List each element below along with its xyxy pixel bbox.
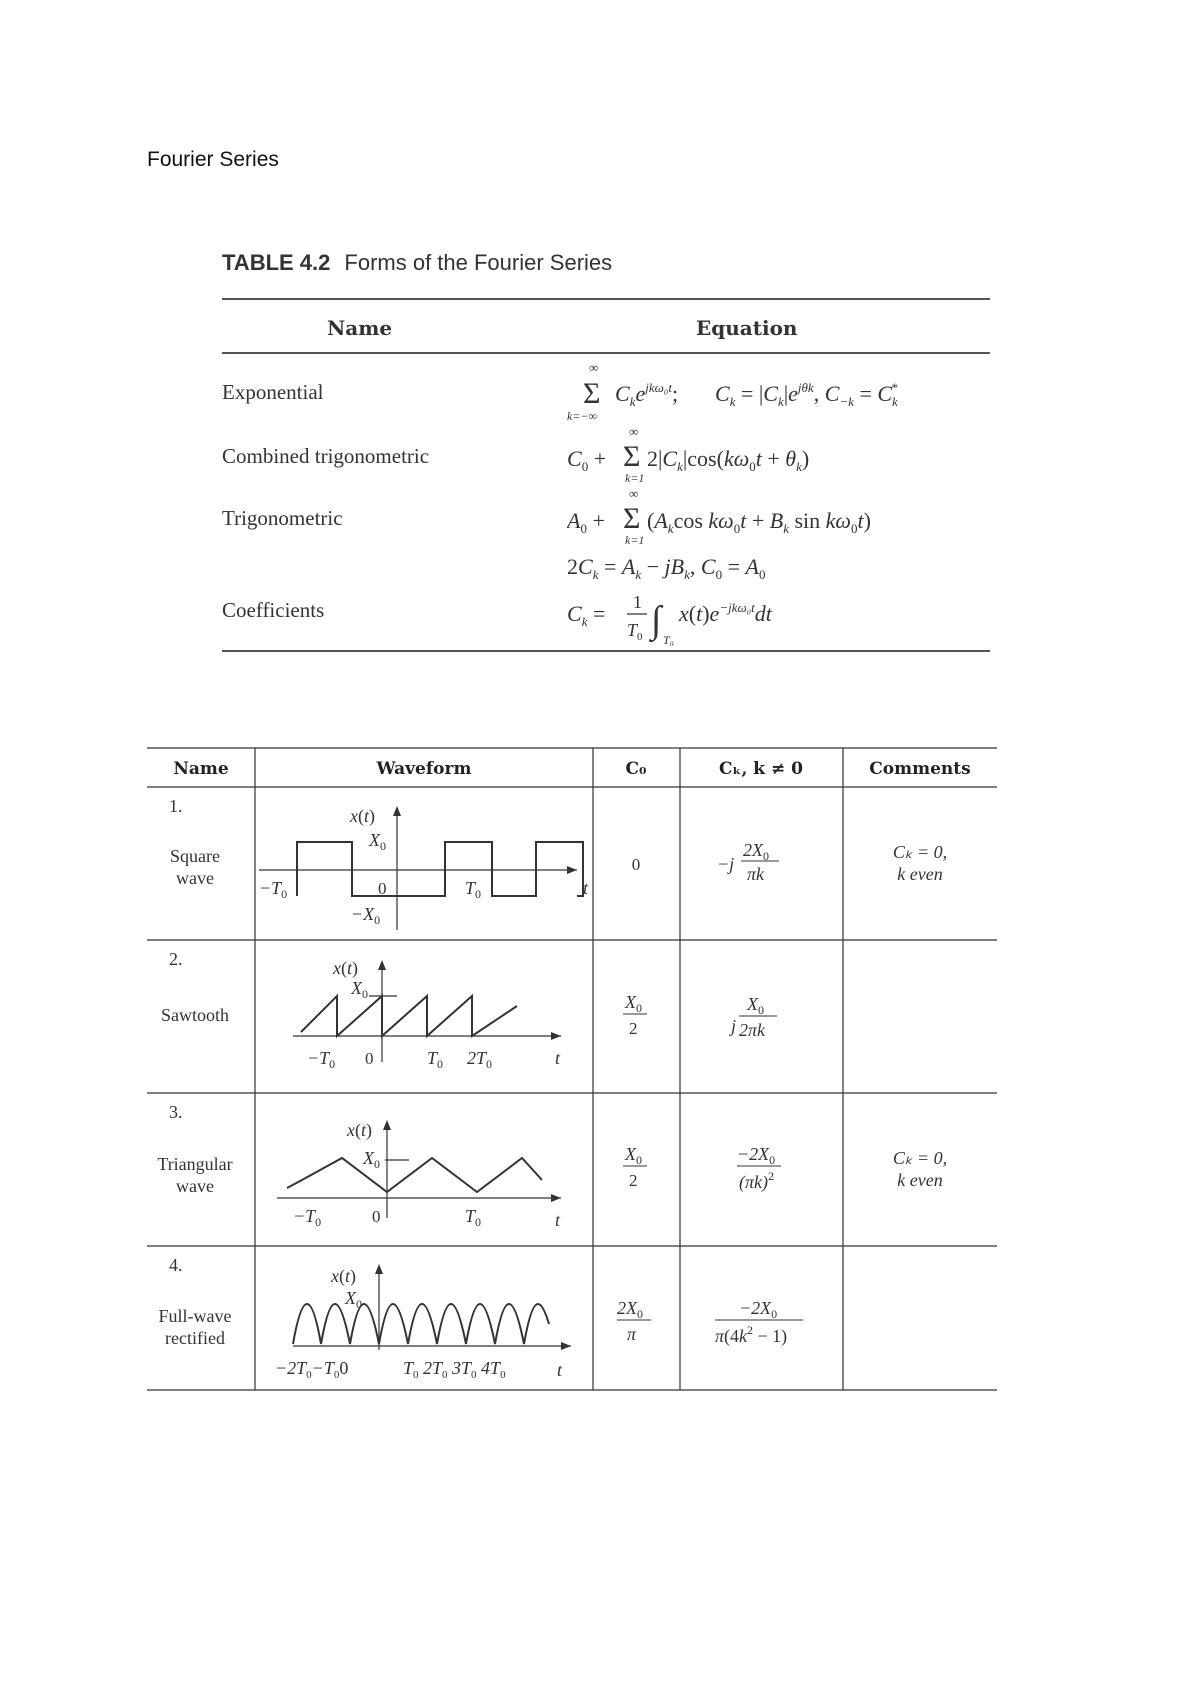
svg-text:0: 0	[372, 1207, 381, 1226]
table-caption	[222, 250, 612, 276]
table-caption-text: Forms of the Fourier Series	[344, 250, 613, 275]
svg-text:Ck = |Ck|ejθk, C−k = Ck*: $C_k = |C_k|e^{j\theta k}$, $C_{-k} = C_k*$	[715, 380, 898, 409]
table-row	[157, 1102, 947, 1230]
header-equation: Equation	[696, 316, 798, 340]
svg-text:−2X0: $-2X_0$	[739, 1298, 778, 1321]
ck-formula	[717, 840, 779, 884]
svg-text:1: 1	[633, 592, 642, 612]
svg-text:A0 +: $A_0$ +	[567, 508, 605, 536]
col-header-waveform: Waveform	[376, 759, 472, 779]
svg-text:−X0: $-X_0$	[351, 904, 381, 927]
comment-line2: k even	[897, 864, 943, 884]
col-header-comments: Comments	[869, 759, 971, 779]
svg-text:C0 +: $C_0$ +	[567, 446, 607, 474]
svg-text:k=−∞: k=−∞	[567, 409, 598, 423]
row-name-line1: Full-wave	[158, 1306, 232, 1326]
col-header-c0: C₀	[625, 759, 647, 779]
c0-formula	[617, 1298, 651, 1344]
row-number: 2.	[169, 949, 183, 969]
row-name-line1: Square	[170, 846, 220, 866]
table-bottom-rule	[222, 650, 990, 652]
row-name-line1: Sawtooth	[160, 1005, 230, 1025]
svg-text:k=1: k=1	[625, 471, 645, 485]
comment-line2: k even	[897, 1170, 943, 1190]
svg-text:x(t): x(t)	[350, 806, 376, 826]
svg-text:−T0: $-T_0$	[293, 1206, 322, 1229]
svg-text:T0: $T_0$	[427, 1048, 444, 1071]
svg-text:Ckejkω₀t;: $C_ke^{jk\omega_0t}$;	[615, 380, 679, 409]
col-header-ck: Cₖ, k ≠ 0	[719, 759, 803, 779]
svg-text:∞: ∞	[589, 360, 599, 375]
svg-text:T0: $T_0$	[627, 620, 643, 643]
header-name: Name	[327, 316, 393, 340]
svg-text:X0: $X_0$	[363, 1148, 380, 1171]
svg-text:X0: $X_0$	[625, 1144, 642, 1167]
row-name-line2: rectified	[165, 1328, 225, 1348]
row-number: 3.	[169, 1102, 183, 1122]
row-number: 1.	[169, 796, 183, 816]
c0-formula	[623, 1144, 647, 1190]
svg-text:0: 0	[378, 879, 387, 898]
svg-text:k=1: k=1	[625, 533, 645, 547]
svg-text:X0: $X_0$	[369, 830, 386, 853]
svg-text:2: 2	[629, 1019, 638, 1038]
table-header-rule	[222, 352, 990, 354]
svg-text:(πk)2: $(\pi k)^2$	[739, 1169, 774, 1192]
page-title: Fourier Series	[147, 148, 279, 171]
svg-text:X0: $X_0$	[351, 978, 368, 1001]
row-name-line2: wave	[176, 868, 214, 888]
ck-formula	[737, 1144, 781, 1193]
svg-text:t: t	[557, 1360, 563, 1380]
svg-text:2T0: $2T_0$	[467, 1048, 493, 1071]
row-name-line2: wave	[176, 1176, 214, 1196]
table-row	[169, 796, 947, 930]
table-row	[161, 949, 777, 1071]
svg-text:T0: $T_0$	[465, 1206, 482, 1229]
svg-text:j: j	[731, 1016, 737, 1036]
svg-text:π(4k2 − 1): $\pi(4k^2 - 1)$	[715, 1323, 788, 1346]
svg-text:2X0: $2X_0$	[617, 1298, 643, 1321]
svg-text:0: 0	[365, 1049, 374, 1068]
svg-text:Ck =: $C_k$ =	[567, 601, 606, 629]
row-trigonometric: Trigonometric	[222, 506, 343, 530]
svg-text:−T0: $-T_0$	[259, 878, 288, 901]
svg-text:(Akcos kω0t + Bk sin kω0t): ($A_k\cos$ $k\omega_0t + B_k$ $\sin k\omega_0t$)	[647, 508, 871, 536]
svg-text:T0 2T0 3T0 4T0: $T_0$ $2T_0$ $3T_0$ $4T_0$	[403, 1358, 506, 1381]
comment-line1: Cₖ = 0,	[892, 842, 948, 862]
triangular-wave-plot	[277, 1120, 561, 1218]
comment-line1: Cₖ = 0,	[892, 1148, 948, 1168]
row-exponential: Exponential	[222, 380, 324, 404]
svg-text:−T0: $-T_0$	[307, 1048, 336, 1071]
svg-text:Σ: Σ	[583, 377, 601, 410]
svg-text:T₀: T₀	[663, 633, 674, 646]
table-label: TABLE 4.2	[222, 250, 331, 275]
svg-text:2πk: 2πk	[739, 1020, 766, 1040]
c0-formula	[623, 992, 647, 1038]
svg-text:π: π	[627, 1324, 637, 1344]
col-header-name: Name	[173, 759, 229, 779]
svg-text:Σ: Σ	[623, 440, 641, 473]
row-name-line1: Triangular	[157, 1154, 233, 1174]
svg-text:−2T0−T00: $-2T_0-T_00$	[275, 1358, 349, 1381]
svg-text:−j: −j	[717, 854, 735, 874]
svg-text:∞: ∞	[629, 486, 639, 501]
svg-text:X0: $X_0$	[345, 1288, 362, 1311]
square-wave-plot	[259, 806, 583, 930]
svg-text:t: t	[555, 1048, 561, 1068]
svg-text:X0: $X_0$	[625, 992, 642, 1015]
row-combined-trigonometric: Combined trigonometric	[222, 444, 430, 468]
c0-value: 0	[631, 855, 641, 874]
waveform-table-grid	[147, 744, 997, 1394]
svg-text:x(t)e−jkω₀tdt: $x(t)e^{-jk\omega_0t}dt$	[679, 600, 772, 626]
svg-text:x(t): x(t)	[333, 958, 359, 978]
svg-text:2Ck = Ak − jBk, C0 = A0: $2C_k = A_k - jB_k$, $C_0 = A_0$	[567, 554, 766, 582]
ck-formula	[729, 994, 777, 1040]
svg-text:Σ: Σ	[623, 502, 641, 535]
svg-text:πk: πk	[747, 864, 765, 884]
svg-text:2X0: $2X_0$	[743, 840, 769, 863]
row-coefficients: Coefficients	[222, 598, 325, 622]
svg-text:T0: $T_0$	[465, 878, 482, 901]
waveform-table	[147, 744, 997, 1394]
fourier-forms-table	[222, 298, 990, 653]
svg-text:∞: ∞	[629, 424, 639, 439]
svg-text:x(t): x(t)	[347, 1120, 373, 1140]
table-top-rule	[222, 298, 990, 300]
ck-formula	[715, 1298, 803, 1347]
svg-text:t: t	[555, 1210, 561, 1230]
svg-text:t: t	[583, 878, 589, 898]
svg-text:x(t): x(t)	[331, 1266, 357, 1286]
svg-text:−2X0: $-2X_0$	[737, 1144, 776, 1167]
svg-text:X0: $X_0$	[747, 994, 764, 1017]
svg-text:2: 2	[629, 1171, 638, 1190]
svg-text:∫: ∫	[651, 599, 662, 641]
equations	[567, 358, 987, 646]
svg-text:2|Ck|cos(kω0t + θk): $2|C_k|\cos(k\omega_0t + \theta_k)$	[647, 446, 810, 474]
row-number: 4.	[169, 1255, 183, 1275]
